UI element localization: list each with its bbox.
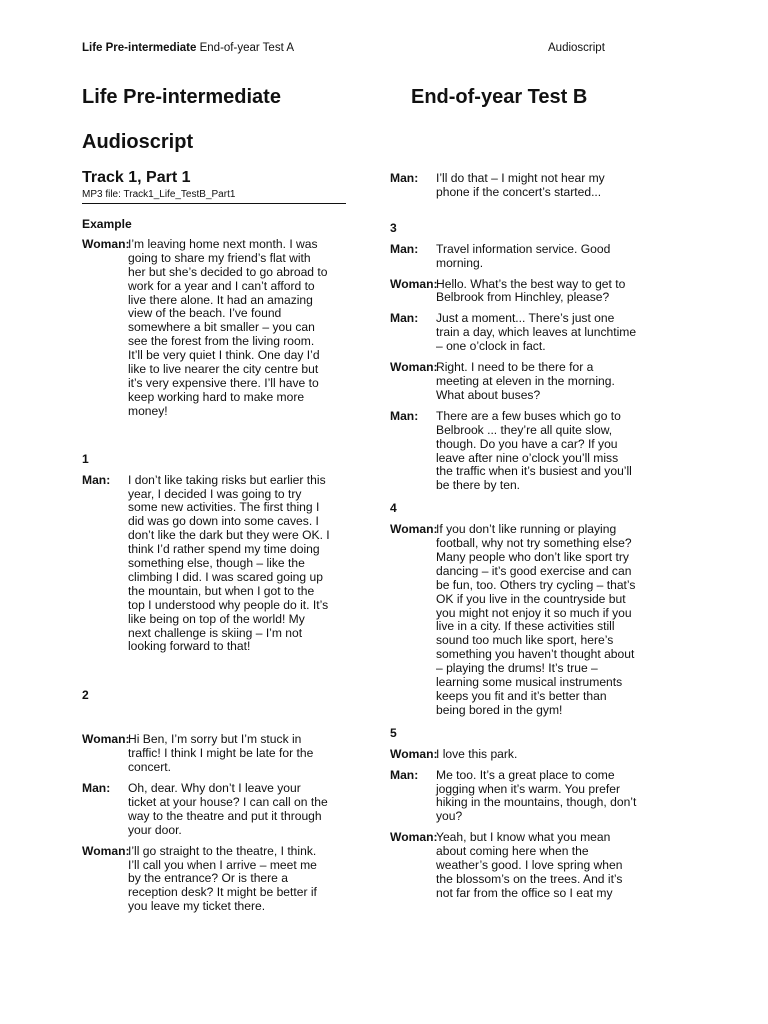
dialogue-turn <box>390 243 660 271</box>
dialogue-turn <box>82 845 352 915</box>
dialogue-text: If you don’t like running or playing football, why not try something else? Many people who don’t like sport try dancing – it’s good exercise and can be fun, too. Others try cycling – that’s OK if you live in the countryside but you might not enjoy it so much if you live in a city. If these activities still sound too much like sport, here’s something you haven’t thought about – playing the drums! It’s true – learning some musical instruments keeps you fit and it’s better than being bored in the gym! <box>436 522 636 717</box>
speaker-label: Man: <box>390 241 419 256</box>
dialogue-turn <box>82 733 352 775</box>
dialogue-turn <box>390 312 660 354</box>
dialogue-text: Yeah, but I know what you mean about coming here when the weather’s good. I love spring when the blossom’s on the trees. And it’s not far from the office so I eat my <box>436 830 623 900</box>
speaker-label: Woman: <box>82 843 130 858</box>
track-heading: Track 1, Part 1 <box>82 169 191 186</box>
dialogue-turn <box>82 238 352 419</box>
dialogue-text: Oh, dear. Why don’t I leave your ticket at your house? I can call on the way to the theatre and put it through your door. <box>128 781 328 837</box>
dialogue-text: Just a moment... There’s just one train a day, which leaves at lunchtime – one o’clock in fact. <box>436 311 637 354</box>
dialogue-turn <box>390 172 660 200</box>
header-test-name: End-of-year Test A <box>196 42 294 54</box>
dialogue-text: Travel information service. Good morning. <box>436 241 611 270</box>
speaker-label: Woman: <box>390 276 438 291</box>
dialogue-text: I’ll go straight to the theatre, I think. I’ll call you when I arrive – meet me by the entrance? Or is there a reception desk? It might be better if you leave my ticket there. <box>128 843 317 914</box>
example-heading: Example <box>82 217 132 231</box>
dialogue-turn <box>390 523 660 718</box>
dialogue-turn <box>390 831 660 901</box>
dialogue-text: Me too. It’s a great place to come jogging when it’s warm. You prefer hiking in the mountains, though, don’t you? <box>436 767 637 824</box>
speaker-label: Man: <box>390 171 419 185</box>
dialogue-text: Right. I need to be there for a meeting at eleven in the morning. What about buses? <box>436 360 615 402</box>
dialogue-text: I’m leaving home next month. I was going to share my friend’s flat with her but she’s decided to go abroad to work for a year and I can’t afford to live there alone. It had an amazing view of the beach. I’ve found somewhere a bit smaller – you can see the forest from the living room. It’ll be very quiet I think. One day I’d like to live nearer the city centre but it’s very expensive there. I’ll have to keep working hard to make more money! <box>128 236 328 418</box>
section-number-2: 2 <box>82 688 89 703</box>
dialogue-turn <box>390 769 660 825</box>
dialogue-text: I’ll do that – I might not hear my phone if the concert’s started... <box>436 171 605 199</box>
speaker-label: Man: <box>390 408 419 423</box>
dialogue-text: There are a few buses which go to Belbrook ... they’re all quite slow, though. Do you have a car? If you leave after nine o’clock you’ll miss the traffic when it’s busiest and you’ll be there by ten. <box>436 408 632 493</box>
section-number-3: 3 <box>390 220 397 235</box>
running-header-right: Audioscript <box>548 42 605 54</box>
page-title: Life Pre-intermediate <box>82 86 281 108</box>
dialogue-turn <box>82 782 352 838</box>
dialogue-turn <box>390 748 660 762</box>
speaker-label: Woman: <box>390 830 438 845</box>
dialogue-turn <box>82 474 352 655</box>
dialogue-turn <box>390 278 660 306</box>
speaker-label: Woman: <box>390 746 438 761</box>
test-title: End-of-year Test B <box>411 86 588 108</box>
right-column <box>390 172 660 908</box>
dialogue-turn <box>390 361 660 403</box>
speaker-label: Woman: <box>82 236 130 251</box>
speaker-label: Man: <box>390 311 419 326</box>
left-column <box>82 218 352 921</box>
speaker-label: Woman: <box>390 522 438 537</box>
speaker-label: Woman: <box>82 732 130 747</box>
divider <box>82 203 346 204</box>
dialogue-text: I love this park. <box>436 746 518 761</box>
speaker-label: Man: <box>390 767 419 782</box>
section-number-4: 4 <box>390 501 397 516</box>
dialogue-text: Hello. What’s the best way to get to Belbrook from Hinchley, please? <box>436 276 626 305</box>
page-subtitle: Audioscript <box>82 131 194 153</box>
section-number-5: 5 <box>390 725 397 740</box>
speaker-label: Man: <box>82 781 111 795</box>
section-number-1: 1 <box>82 451 89 466</box>
mp3-filename: MP3 file: Track1_Life_TestB_Part1 <box>82 189 236 200</box>
dialogue-text: I don’t like taking risks but earlier this year, I decided I was going to try some new activities. The first thing I did was go down into some caves. I don’t like the dark but they were OK. I think I’d rather spend my time doing something else, though – like the climbing I did. I was scared going up the mountain, but when I got to the top I understood why people do it. It’s like being on top of the world! My next challenge is skiing – I’m not looking forward to that! <box>128 472 330 654</box>
speaker-label: Man: <box>82 472 111 487</box>
running-header-left <box>82 42 294 54</box>
speaker-label: Woman: <box>390 360 438 375</box>
header-book-title: Life Pre-intermediate <box>82 42 197 54</box>
dialogue-text: Hi Ben, I’m sorry but I’m stuck in traffic! I think I might be late for the concert. <box>128 732 314 775</box>
dialogue-turn <box>390 410 660 493</box>
